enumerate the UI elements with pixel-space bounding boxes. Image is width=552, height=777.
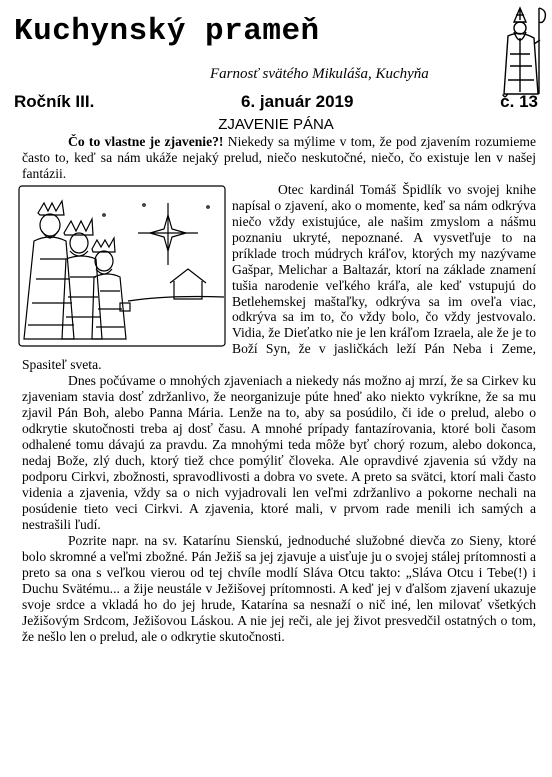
issue-number: č. 13 xyxy=(500,92,538,111)
saint-nicholas-bishop-icon xyxy=(494,4,550,96)
issue-info xyxy=(14,92,538,112)
masthead-title: Kuchynský prameň xyxy=(14,14,320,49)
paragraph-2: Otec kardinál Tomáš Špidlík vo svojej knihe napísal o zjavení, ako o momente, keď sa nám odkrýva niečo vždy existujúce, ale našim zmyslom a nášmu poznaniu ukryté, nepoznané. A vysvetľuje to na príklade troch múdrych kráľov, ktorých my nazývame Gašpar, Melichar a Baltazár, ktorí na základe znamení tušia narodenie veľkého kráľa, ale keď vstupujú do Betlehemskej maštaľky, odkrýva sa im oveľa viac, odkrýva sa im to, čo vždy bolo, čo vždy jestvovalo. Vidia, že Dieťatko nie je len kráľom Izraela, ale že je to Boží Syn, že v jasličkách leží Pán Neba i Zeme, Spasiteľ sveta. xyxy=(22,181,536,373)
lead-question: Čo to vlastne je zjavenie?! xyxy=(68,134,224,149)
volume-label: Ročník III. xyxy=(14,92,95,111)
paragraph-4: Pozrite napr. na sv. Katarínu Sienskú, jednoduché služobné dievča zo Sieny, ktoré bolo skromné a veľmi zbožné. Pán Ježiš sa jej zjavuje a uisťuje ju o svojej stálej prítomnosti a preto sa ona s veľkou vierou od tej chvíle modlí Sláva Otcu takto: „Sláva Otcu i Tebe(!) i Duchu Svätému... a žije neustále v Ježišovej prítomnosti. A keď jej v ďalšom zjavení ukazuje svoje srdce a vkladá ho do jej hrude, Katarína sa nesnaží o nič iné, len milovať všetkých Ježišovým Srdcom, Ježišovou Láskou. A nie jej reči, ale jej život presvedčil ostatných o tom, že nešlo len o prelud, ale o odkrytie skutočnosti. xyxy=(22,532,536,644)
paragraph-3: Dnes počúvame o mnohých zjaveniach a niekedy nás možno aj mrzí, že sa Cirkev ku zjaveniam stavia dosť zdržanlivo, že neorganizuje púte hneď ako niekto vykríkne, že sa mu zjavil Pán Boh, alebo Panna Mária. Lenže na to, aby sa posúdilo, či ide o prelud, alebo o odkrytie skutočnosti treba aj dosť času. A mnohé prípady fantazírovania, ktoré boli časom odhalené tomu dávajú za pravdu. Za mnohými teda môže byť chorý rozum, alebo dokonca, nedaj Bože, zlý duch, ktorý tiež chce pomýliť človeka. Ale opravdivé zjavenia sú vždy na podporu Cirkvi, zbožnosti, spravodlivosti a dobra vo svete. A preto sa svätci, ktorí mali často videnia a zjavenia, vždy sa o nich vyjadrovali len veľmi zdržanlivo a pokorne nechali na posúdenie tieto veci Cirkvi. A zjavenia, ktoré mali, v prvom rade menili ich samých a nestrašili ľudí. xyxy=(22,373,536,532)
three-kings-illustration xyxy=(18,185,226,347)
article-body xyxy=(22,134,536,645)
feast-title: ZJAVENIE PÁNA xyxy=(218,116,334,133)
three-kings-star-stable-illustration xyxy=(18,185,226,347)
paragraph-1: Čo to vlastne je zjavenie?! Niekedy sa mýlime v tom, že pod zjavením rozumieme často to, keď sa nám ukáže nejaký prelud, niečo neskutočné, niečo, čo existuje len v našej fantázii. xyxy=(22,134,536,181)
parish-subtitle: Farnosť svätého Mikuláša, Kuchyňa xyxy=(210,66,429,82)
issue-date: 6. január 2019 xyxy=(241,92,354,111)
